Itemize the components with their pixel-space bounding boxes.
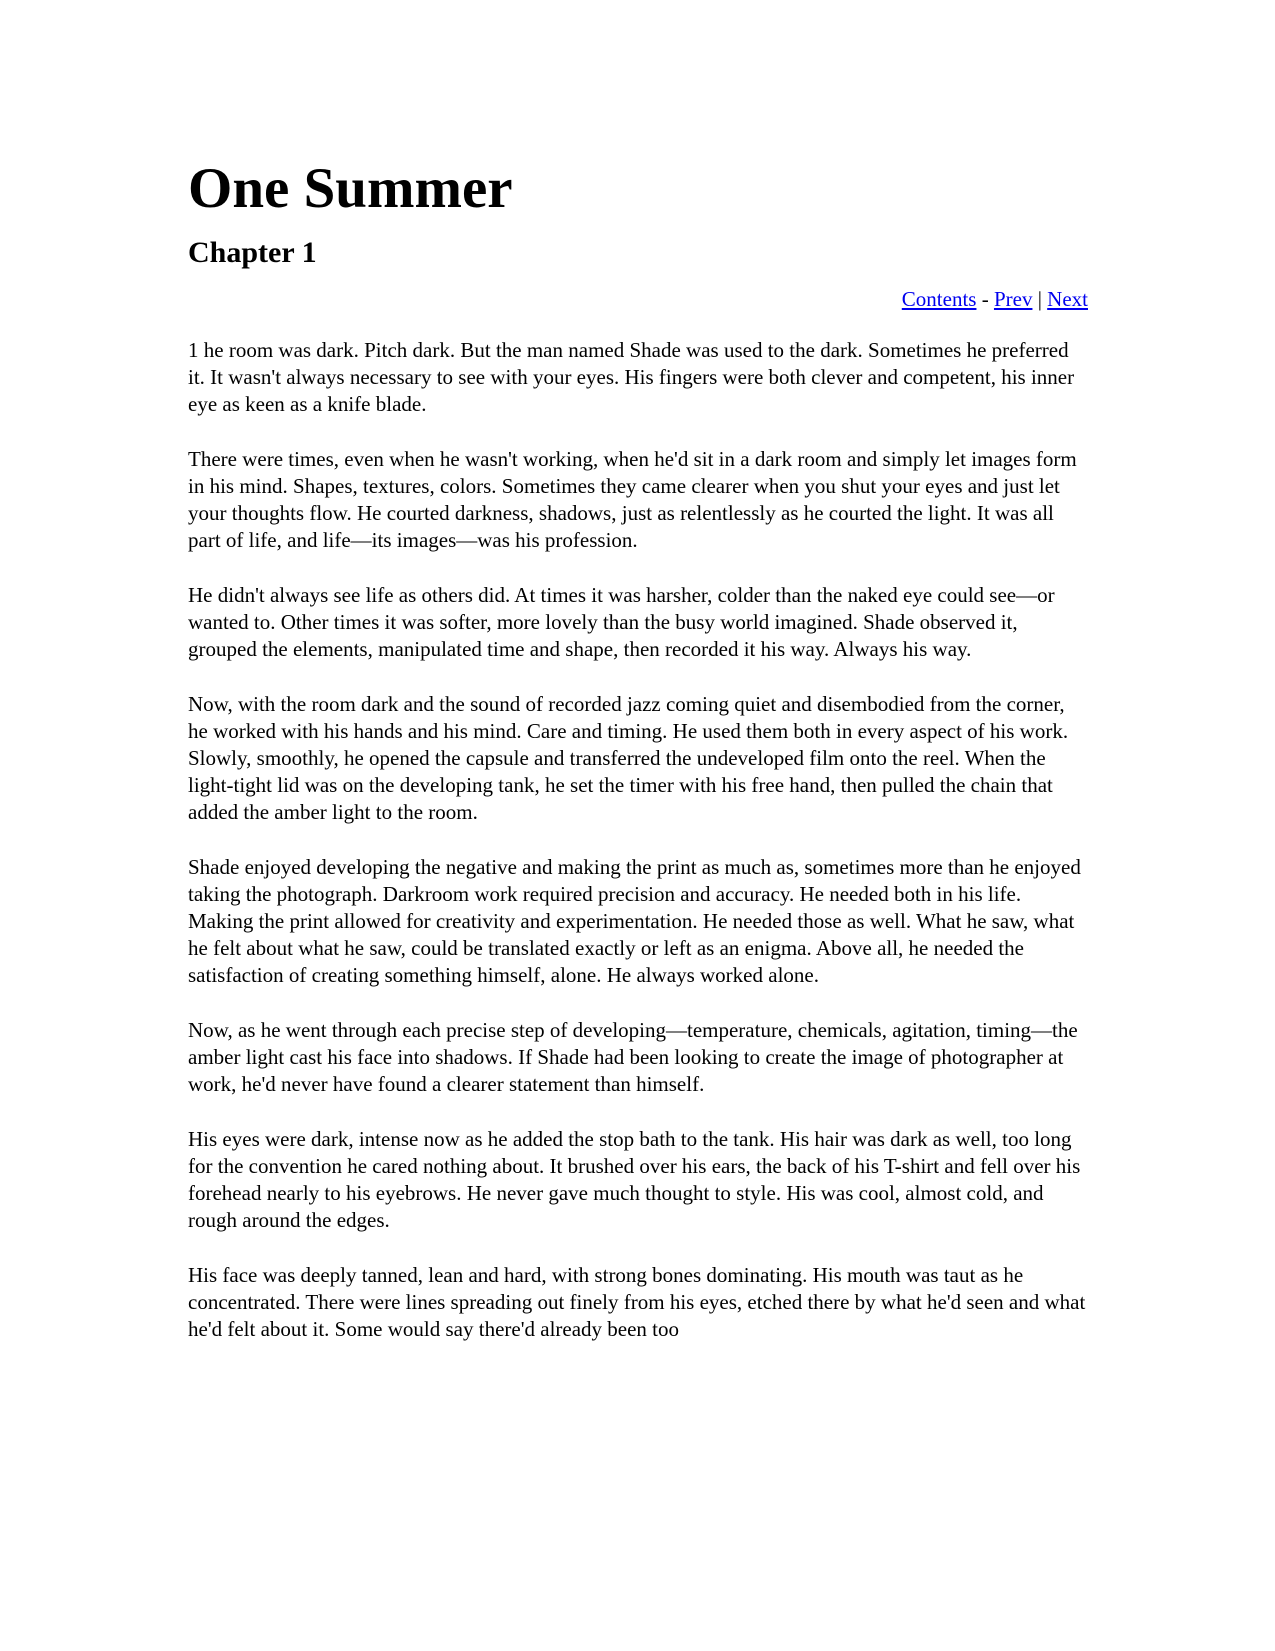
book-page — [188, 0, 1088, 1343]
nav-separator-dash: - — [976, 287, 994, 312]
paragraph: His eyes were dark, intense now as he added the stop bath to the tank. His hair was dark as well, too long for the convention he cared nothing about. It brushed over his ears, the back of his T-shirt and fell over his forehead nearly to his eyebrows. He never gave much thought to style. His was cool, almost cold, and rough around the edges. — [188, 1127, 1081, 1233]
nav-separator-pipe: | — [1032, 287, 1048, 312]
chapter-heading: Chapter 1 — [188, 235, 317, 269]
next-link[interactable]: Next — [1047, 287, 1088, 312]
paragraph: 1 he room was dark. Pitch dark. But the man named Shade was used to the dark. Sometimes he preferred it. It wasn't always necessary to see with your eyes. His fingers were both clever and competent, his inner eye as keen as a knife blade. — [188, 338, 1075, 417]
chapter-nav — [188, 286, 1088, 313]
book-title: One Summer — [188, 157, 513, 220]
paragraph: Now, with the room dark and the sound of recorded jazz coming quiet and disembodied from the corner, he worked with his hands and his mind. Care and timing. He used them both in every aspect of his work. Slowly, smoothly, he opened the capsule and transferred the undeveloped film onto the reel. When the light-tight lid was on the developing tank, he set the timer with his free hand, then pulled the chain that added the amber light to the room. — [188, 692, 1069, 825]
contents-link[interactable]: Contents — [901, 287, 977, 312]
prev-link[interactable]: Prev — [993, 287, 1033, 312]
paragraph: He didn't always see life as others did. At times it was harsher, colder than the naked eye could see—or wanted to. Other times it was softer, more lovely than the busy world imagined. Shade observed it, grouped the elements, manipulated time and shape, then recorded it his way. Always his way. — [188, 583, 1055, 662]
paragraph: Shade enjoyed developing the negative and making the print as much as, sometimes more than he enjoyed taking the photograph. Darkroom work required precision and accuracy. He needed both in his life. Making the print allowed for creativity and experimentation. He needed those as well. What he saw, what he felt about what he saw, could be translated exactly or left as an enigma. Above all, he needed the satisfaction of creating something himself, alone. He always worked alone. — [188, 855, 1081, 988]
paragraph: There were times, even when he wasn't working, when he'd sit in a dark room and simply let images form in his mind. Shapes, textures, colors. Sometimes they came clearer when you shut your eyes and just let your thoughts flow. He courted darkness, shadows, just as relentlessly as he courted the light. It was all part of life, and life—its images—was his profession. — [188, 447, 1077, 553]
paragraph: His face was deeply tanned, lean and hard, with strong bones dominating. His mouth was taut as he concentrated. There were lines spreading out finely from his eyes, etched there by what he'd seen and what he'd felt about it. Some would say there'd already been too — [188, 1263, 1086, 1342]
chapter-text — [188, 337, 1088, 1343]
paragraph: Now, as he went through each precise step of developing—temperature, chemicals, agitation, timing—the amber light cast his face into shadows. If Shade had been looking to create the image of photographer at work, he'd never have found a clearer statement than himself. — [188, 1018, 1078, 1097]
